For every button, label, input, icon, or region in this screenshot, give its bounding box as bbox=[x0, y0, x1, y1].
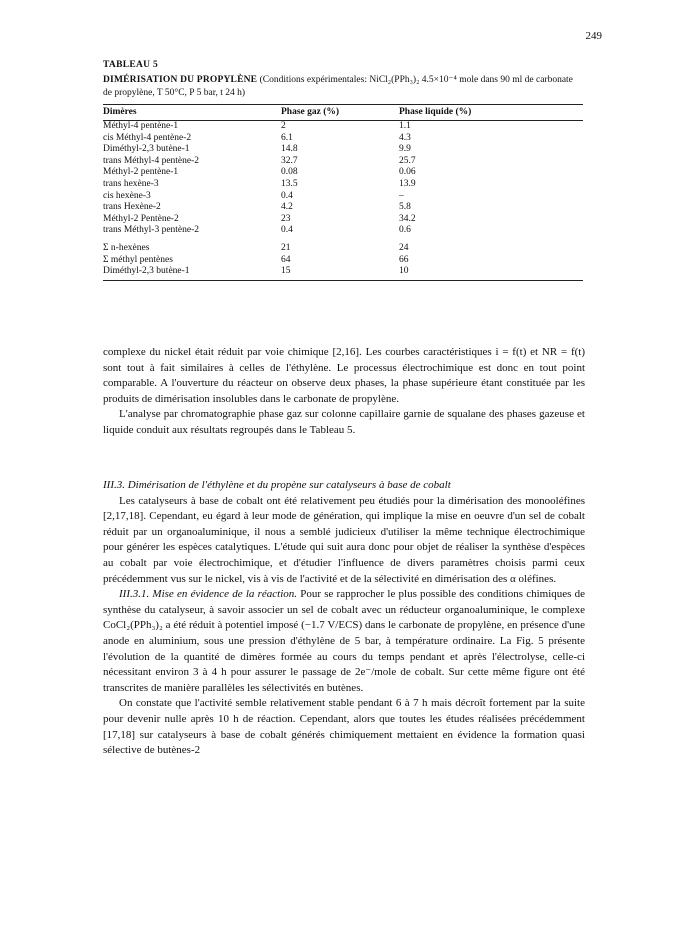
header-phase-gaz: Phase gaz (%) bbox=[281, 105, 399, 121]
table-row bbox=[103, 255, 583, 267]
body-text-top bbox=[103, 345, 585, 439]
paragraph-4 bbox=[103, 587, 585, 696]
cell-phase-liquide: 10 bbox=[399, 266, 583, 280]
cell-phase-gaz: 14.8 bbox=[281, 144, 298, 155]
table-row bbox=[103, 191, 583, 203]
cell-phase-liquide: 4.3 bbox=[399, 132, 411, 143]
cell-dimer-name: cis Méthyl-4 pentène-2 bbox=[103, 132, 192, 143]
cell-dimer-name: trans Méthyl-4 pentène-2 bbox=[103, 155, 200, 166]
cell-phase-gaz: 23 bbox=[281, 213, 291, 224]
paragraph-5: On constate que l'activité semble relativement stable pendant 6 à 7 h mais décroît fortement par la suite pour devenir nulle après 10 h de réaction. Cependant, alors que toutes les études réalisées précédemment [17,18] sur catalyseurs à base de cobalt générés chimiquement mettaient en évidence la formation quasi sélective de butènes-2 bbox=[103, 697, 585, 757]
section-heading: III.3. Dimérisation de l'éthylène et du propène sur catalyseurs à base de cobalt bbox=[103, 479, 451, 491]
table-row bbox=[103, 225, 583, 237]
cell-dimer-name: Méthyl-2 Pentène-2 bbox=[103, 213, 179, 224]
cell-phase-gaz: 2 bbox=[281, 121, 286, 131]
cell-phase-gaz: 4.2 bbox=[281, 202, 293, 213]
table-row bbox=[103, 202, 583, 214]
cell-dimer-name: trans Méthyl-3 pentène-2 bbox=[103, 225, 200, 236]
paragraph-3: Les catalyseurs à base de cobalt ont été relativement peu étudiés pour la dimérisation des monooléfines [2,17,18]. Cependant, eu égard à leur mode de génération, qui implique la mise en oeuvre d'un sel de cobalt réduit par un organoaluminique, il nous a semblé judicieux d'utiliser la même technique électrochimique pour générer les espèces catalytiques. L'étude qui suit aura donc pour objet de réaliser la synthèse d'espèces au cobalt par voie électrochimique, et d'étudier l'influence de divers paramètres choisis parmi ceux précédemment vus sur le nickel, vis à vis de l'activité et de la sélectivité en dimérisation des α oléfines. bbox=[103, 494, 585, 585]
table-row bbox=[103, 167, 583, 179]
cell-phase-liquide: 34.2 bbox=[399, 213, 416, 224]
cell-phase-liquide: 24 bbox=[399, 242, 409, 253]
cell-phase-gaz: 13.5 bbox=[281, 178, 298, 189]
cell-phase-liquide: 5.8 bbox=[399, 202, 411, 213]
table-row bbox=[103, 121, 583, 133]
table-5 bbox=[103, 58, 583, 281]
table-row bbox=[103, 266, 583, 280]
table-body bbox=[103, 121, 583, 281]
cell-phase-gaz: 6.1 bbox=[281, 132, 293, 143]
cell-dimer-name: Diméthyl-2,3 butène-1 bbox=[103, 266, 281, 280]
paragraph-2: L'analyse par chromatographie phase gaz sur colonne capillaire garnie de squalane des phases gazeuse et liquide conduit aux résultats regroupés dans le Tableau 5. bbox=[103, 408, 585, 436]
cell-phase-liquide: 9.9 bbox=[399, 144, 411, 155]
table-label: TABLEAU 5 bbox=[103, 60, 159, 70]
cell-dimer-name: Σ méthyl pentènes bbox=[103, 254, 173, 265]
cell-phase-gaz: 15 bbox=[281, 266, 399, 280]
cell-phase-liquide: – bbox=[399, 190, 404, 201]
cell-phase-gaz: 0.4 bbox=[281, 225, 293, 236]
table-caption-conditions: (Conditions expérimentales: NiCl₂(PPh₃)₂ 4.5×10⁻⁴ mole dans 90 ml de carbonate de propylène, T 50°C, P 5 bar, t 24 h) bbox=[103, 75, 573, 98]
cell-phase-gaz: 21 bbox=[281, 242, 291, 253]
cell-dimer-name: Méthyl-4 pentène-1 bbox=[103, 121, 179, 131]
cell-phase-liquide: 13.9 bbox=[399, 178, 416, 189]
cell-phase-gaz: 0.08 bbox=[281, 167, 298, 178]
table-row bbox=[103, 237, 583, 255]
table-row bbox=[103, 144, 583, 156]
header-dimeres: Dimères bbox=[103, 105, 281, 121]
cell-phase-gaz: 32.7 bbox=[281, 155, 298, 166]
table-caption-heading: DIMÉRISATION DU PROPYLÈNE bbox=[103, 75, 258, 85]
cell-phase-liquide: 0.6 bbox=[399, 225, 411, 236]
paragraph-1: complexe du nickel était réduit par voie chimique [2,16]. Les courbes caractéristiques i = f(t) et NR = f(t) sont tout à fait similaires à celles de l'éthylène. Le processus électrochimique est donc en tout point comparable. A l'ouverture du réacteur on observe deux phases, la phase supérieure étant constituée par les produits de dimérisation insolubles dans le carbonate de propylène. bbox=[103, 346, 585, 405]
cell-phase-liquide: 0.06 bbox=[399, 167, 416, 178]
table-row bbox=[103, 156, 583, 168]
cell-dimer-name: Méthyl-2 pentène-1 bbox=[103, 167, 179, 178]
header-phase-liquide: Phase liquide (%) bbox=[399, 105, 583, 121]
paragraph-4-text: Pour se rapprocher le plus possible des conditions chimiques de synthèse du catalyseur, à savoir associer un sel de cobalt avec un réducteur organoaluminique, le complexe CoCl₂(PPh₃)₂ a été réduit à potentiel imposé (−1.7 V/ECS) dans le carbonate de propylène, en présence d'une anode en aluminium, sous une pression d'éthylène de 5 bar, à température ordinaire. La Fig. 5 présente l'évolution de la quantité de dimères formée au cours du temps pendant et après l'électrolyse, celle-ci nécessitant environ 3 à 4 h pour assurer le passage de 2e⁻/mole de cobalt. Sur cette même figure ont été transcrites de manière parallèles les sélectivités en butènes. bbox=[103, 588, 585, 694]
table-row bbox=[103, 214, 583, 226]
cell-dimer-name: Σ n-hexènes bbox=[103, 242, 150, 253]
cell-dimer-name: trans hexène-3 bbox=[103, 178, 159, 189]
table-row bbox=[103, 133, 583, 145]
table-header-row bbox=[103, 105, 583, 121]
cell-phase-gaz: 64 bbox=[281, 254, 291, 265]
page-number: 249 bbox=[585, 30, 602, 42]
cell-phase-liquide: 1.1 bbox=[399, 121, 411, 131]
table-caption bbox=[103, 74, 583, 100]
dimer-table bbox=[103, 104, 583, 281]
cell-phase-liquide: 25.7 bbox=[399, 155, 416, 166]
cell-phase-gaz: 0.4 bbox=[281, 190, 293, 201]
table-row bbox=[103, 179, 583, 191]
cell-dimer-name: trans Hexène-2 bbox=[103, 202, 161, 213]
cell-dimer-name: Diméthyl-2,3 butène-1 bbox=[103, 144, 190, 155]
body-text-section bbox=[103, 478, 585, 759]
cell-dimer-name: cis hexène-3 bbox=[103, 190, 151, 201]
cell-phase-liquide: 66 bbox=[399, 254, 409, 265]
subsection-heading: III.3.1. Mise en évidence de la réaction. bbox=[119, 588, 298, 601]
